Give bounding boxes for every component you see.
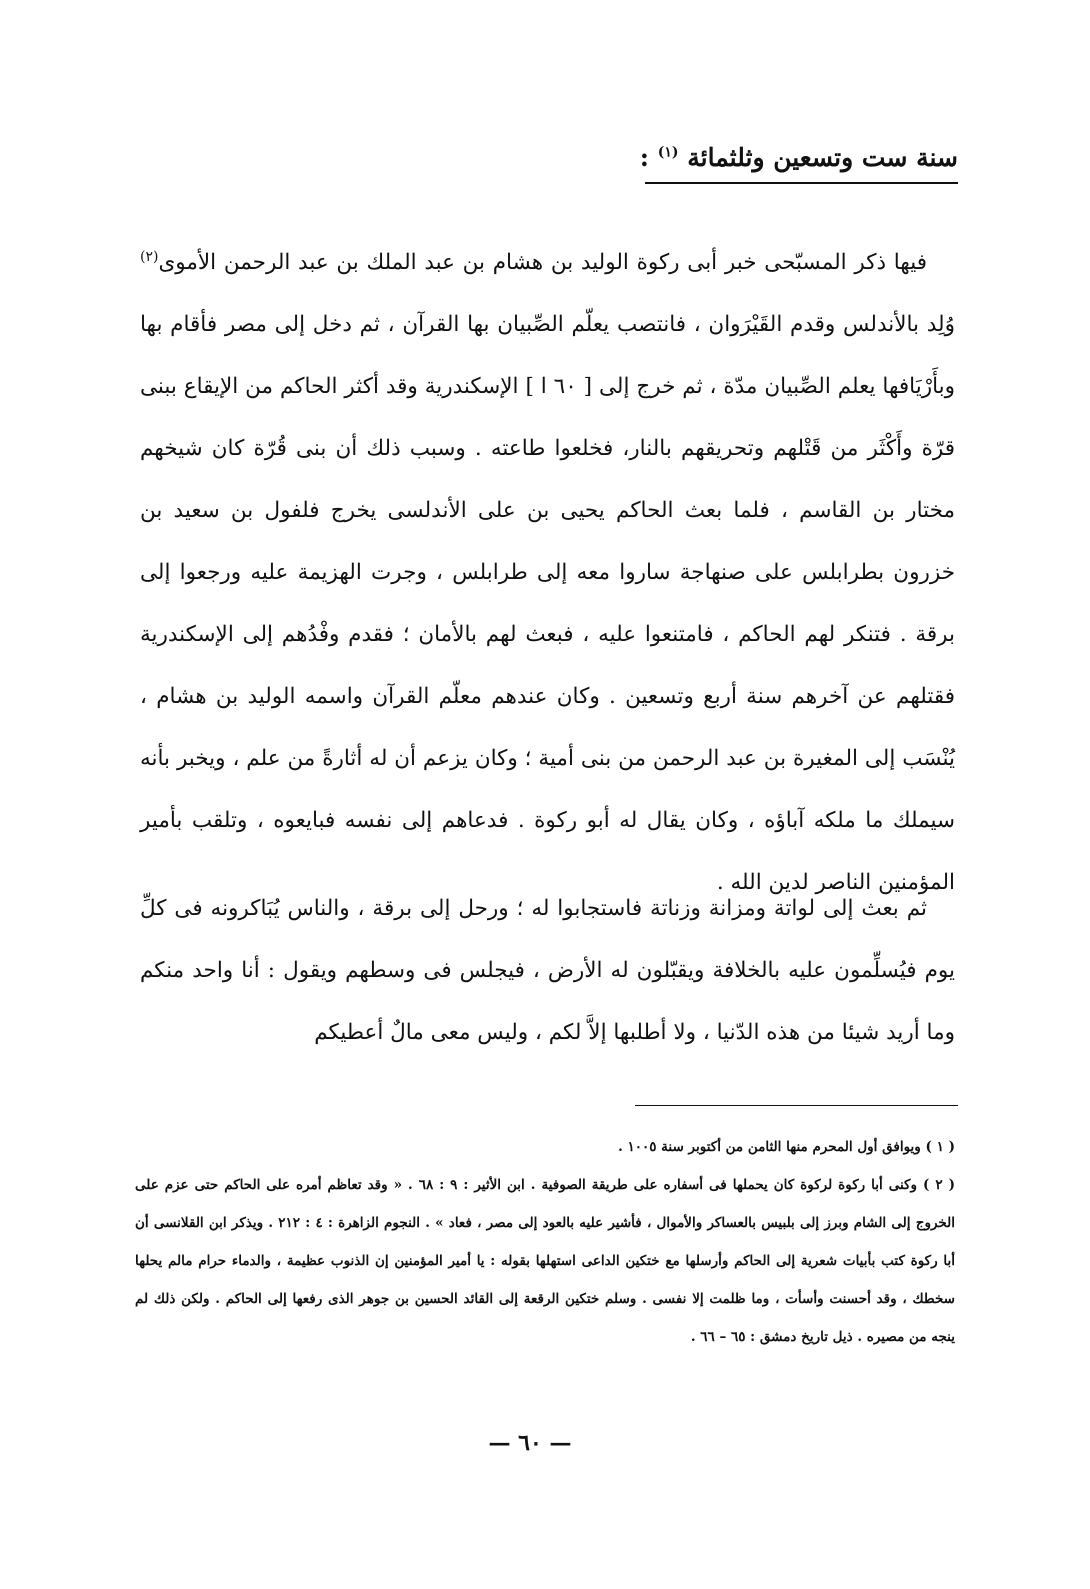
paragraph-1-footnote-ref: (٢) — [140, 248, 159, 265]
page-number: — ٦٠ — — [488, 1430, 572, 1456]
heading-colon: : — [639, 143, 650, 172]
section-heading — [640, 138, 958, 178]
heading-underline — [645, 182, 958, 184]
paragraph-1-text-b: وُلِد بالأندلس وقدم القَيْرَوان ، فانتصب يعلّم الصِّبيان بها القرآن ، ثم دخل إلى مصر فأقام بها وبأَرْيَافها يعلم الصِّبيان مدّة ، ثم خرج إلى [ ٦٠ ا ] الإسكندرية وقد أكثر الحاكم من الإيقاع ببنى قرّة وأَكْثَر من قَتْلهم وتحريقهم بالنار، فخلعوا طاعته . وسبب ذلك أن بنى قُرّة كان شيخهم مختار بن القاسم ، فلما بعث الحاكم يحيى بن على الأندلسى يخرج فلفول بن سعيد بن خزرون بطرابلس على صنهاجة ساروا معه إلى طرابلس ، وجرت الهزيمة عليه ورجعوا إلى برقة . فتنكر لهم الحاكم ، فامتنعوا عليه ، فبعث لهم بالأمان ؛ فقدم وفْدُهم إلى الإسكندرية فقتلهم عن آخرهم سنة أربع وتسعين . وكان عندهم معلّم القرآن واسمه الوليد بن هشام ، يُنْسَب إلى المغيرة بن عبد الرحمن من بنى أمية ؛ وكان يزعم أن له أثارةً من علم ، ويخبر بأنه سيملك ما ملكه آباؤه ، وكان يقال له أبو ركوة . فدعاهم إلى نفسه فبايعوه ، وتلقب بأمير المؤمنين الناصر لدين الله . — [140, 312, 955, 895]
heading-footnote-ref: (١) — [657, 144, 679, 161]
footnote-1 — [135, 1128, 955, 1166]
body-paragraph-2 — [140, 878, 955, 1064]
footnote-2 — [135, 1166, 955, 1356]
heading-title: سنة ست وتسعين وثلثمائة — [687, 143, 958, 172]
body-paragraph-1 — [140, 232, 955, 914]
footnote-marker: ( ١ ) — [925, 1139, 955, 1155]
footnote-separator — [635, 1105, 958, 1106]
paragraph-1-text-a: فيها ذكر المسبّحى خبر أبى ركوة الوليد بن هشام بن عبد الملك بن عبد الرحمن الأموى — [158, 250, 927, 275]
footnote-text: ويوافق أول المحرم منها الثامن من أكتوبر سنة ١٠٠٥ . — [618, 1139, 921, 1155]
footnotes — [135, 1128, 955, 1356]
footnote-marker: ( ٢ ) — [923, 1177, 955, 1193]
paragraph-2-text: ثم بعث إلى لواتة ومزانة وزناتة فاستجابوا له ؛ ورحل إلى برقة ، والناس يُبَاكرونه فى كلِّ يوم فيُسلِّمون عليه بالخلافة ويقبّلون له الأرض ، فيجلس فى وسطهم ويقول : أنا واحد منكم وما أريد شيئا من هذه الدّنيا ، ولا أطلبها إلاَّ لكم ، وليس معى مالٌ أعطيكم — [140, 896, 955, 1045]
footnote-text: وكنى أبا ركوة لركوة كان يحملها فى أسفاره على طريقة الصوفية . ابن الأثير : ٩ : ٦٨ . « وقد تعاظم أمره على الحاكم حتى عزم على الخروج إلى الشام وبرز إلى بلبيس بالعساكر والأموال ، فأشير عليه بالعود إلى مصر ، فعاد » . النجوم الزاهرة : ٤ : ٢١٢ . ويذكر ابن القلانسى أن أبا ركوة كتب بأبيات شعرية إلى الحاكم وأرسلها مع ختكين الداعى استهلها بقوله : يا أمير المؤمنين إن الذنوب عظيمة ، والدماء حرام مالم يحلها سخطك ، وقد أحسنت وأسأت ، وما ظلمت إلا نفسى . وسلم ختكين الرقعة إلى القائد الحسين بن جوهر الذى رفعها إلى الحاكم . ولكن ذلك لم ينجه من مصيره . ذيل تاريخ دمشق : ٦٥ – ٦٦ . — [135, 1177, 955, 1345]
